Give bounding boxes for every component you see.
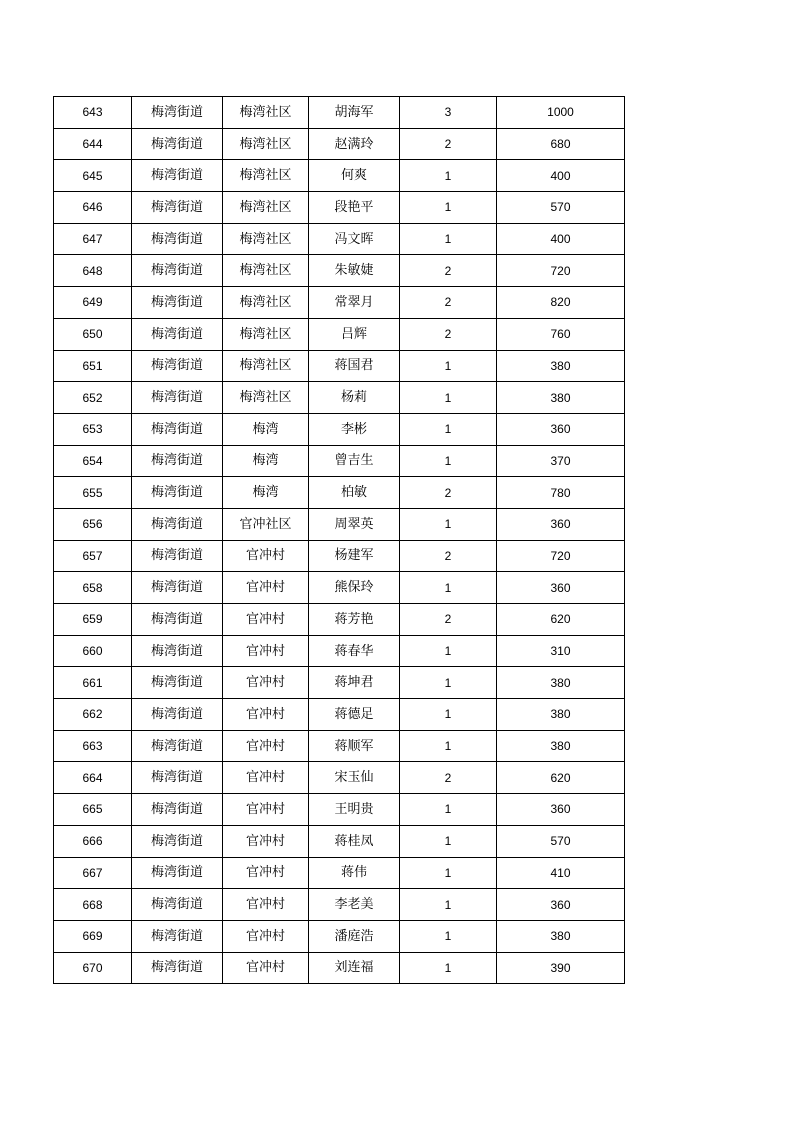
cell-street: 梅湾街道 [132, 762, 223, 794]
cell-person-name: 潘庭浩 [309, 920, 400, 952]
cell-serial-number: 644 [54, 128, 132, 160]
cell-household-count: 2 [400, 540, 497, 572]
cell-serial-number: 643 [54, 97, 132, 129]
cell-household-count: 1 [400, 730, 497, 762]
cell-person-name: 蒋顺军 [309, 730, 400, 762]
cell-amount: 570 [497, 825, 625, 857]
cell-household-count: 1 [400, 920, 497, 952]
cell-amount: 680 [497, 128, 625, 160]
cell-amount: 360 [497, 889, 625, 921]
cell-person-name: 柏敏 [309, 477, 400, 509]
cell-person-name: 吕辉 [309, 318, 400, 350]
cell-community: 官冲村 [223, 952, 309, 984]
cell-amount: 380 [497, 382, 625, 414]
cell-amount: 360 [497, 413, 625, 445]
cell-serial-number: 669 [54, 920, 132, 952]
cell-serial-number: 646 [54, 192, 132, 224]
cell-household-count: 1 [400, 572, 497, 604]
cell-amount: 380 [497, 667, 625, 699]
cell-serial-number: 663 [54, 730, 132, 762]
data-table [53, 96, 625, 984]
cell-amount: 720 [497, 255, 625, 287]
cell-community: 官冲村 [223, 920, 309, 952]
table-row [54, 477, 625, 509]
cell-household-count: 2 [400, 477, 497, 509]
cell-amount: 400 [497, 223, 625, 255]
table-row [54, 223, 625, 255]
cell-community: 梅湾社区 [223, 223, 309, 255]
cell-amount: 360 [497, 572, 625, 604]
cell-serial-number: 654 [54, 445, 132, 477]
cell-community: 官冲村 [223, 699, 309, 731]
cell-street: 梅湾街道 [132, 508, 223, 540]
cell-person-name: 常翠月 [309, 287, 400, 319]
cell-street: 梅湾街道 [132, 699, 223, 731]
cell-community: 官冲村 [223, 730, 309, 762]
table-row [54, 350, 625, 382]
cell-street: 梅湾街道 [132, 445, 223, 477]
table-row [54, 255, 625, 287]
table-row [54, 160, 625, 192]
table-row [54, 287, 625, 319]
cell-street: 梅湾街道 [132, 192, 223, 224]
cell-community: 梅湾 [223, 477, 309, 509]
cell-street: 梅湾街道 [132, 920, 223, 952]
cell-street: 梅湾街道 [132, 604, 223, 636]
table-row [54, 572, 625, 604]
cell-street: 梅湾街道 [132, 255, 223, 287]
cell-serial-number: 651 [54, 350, 132, 382]
table-row [54, 889, 625, 921]
cell-person-name: 蒋伟 [309, 857, 400, 889]
cell-community: 梅湾社区 [223, 255, 309, 287]
table-row [54, 508, 625, 540]
cell-street: 梅湾街道 [132, 382, 223, 414]
cell-household-count: 1 [400, 635, 497, 667]
cell-amount: 620 [497, 762, 625, 794]
cell-amount: 360 [497, 508, 625, 540]
cell-community: 梅湾社区 [223, 160, 309, 192]
cell-amount: 310 [497, 635, 625, 667]
cell-amount: 360 [497, 794, 625, 826]
cell-person-name: 周翠英 [309, 508, 400, 540]
cell-person-name: 蒋芳艳 [309, 604, 400, 636]
table-row [54, 192, 625, 224]
cell-street: 梅湾街道 [132, 794, 223, 826]
cell-amount: 820 [497, 287, 625, 319]
cell-household-count: 1 [400, 160, 497, 192]
cell-amount: 780 [497, 477, 625, 509]
cell-person-name: 刘连福 [309, 952, 400, 984]
cell-amount: 380 [497, 730, 625, 762]
cell-community: 官冲村 [223, 794, 309, 826]
cell-person-name: 熊保玲 [309, 572, 400, 604]
cell-serial-number: 670 [54, 952, 132, 984]
cell-serial-number: 648 [54, 255, 132, 287]
cell-serial-number: 652 [54, 382, 132, 414]
cell-community: 官冲村 [223, 857, 309, 889]
cell-household-count: 1 [400, 382, 497, 414]
cell-serial-number: 647 [54, 223, 132, 255]
cell-household-count: 1 [400, 508, 497, 540]
cell-serial-number: 653 [54, 413, 132, 445]
cell-community: 梅湾社区 [223, 350, 309, 382]
cell-household-count: 1 [400, 857, 497, 889]
cell-serial-number: 661 [54, 667, 132, 699]
table-row [54, 952, 625, 984]
table-row [54, 857, 625, 889]
cell-person-name: 冯文晖 [309, 223, 400, 255]
cell-community: 官冲村 [223, 540, 309, 572]
cell-person-name: 杨建军 [309, 540, 400, 572]
cell-street: 梅湾街道 [132, 413, 223, 445]
cell-household-count: 1 [400, 952, 497, 984]
cell-person-name: 朱敏婕 [309, 255, 400, 287]
cell-household-count: 2 [400, 762, 497, 794]
cell-street: 梅湾街道 [132, 97, 223, 129]
cell-person-name: 蒋桂凤 [309, 825, 400, 857]
table-row [54, 667, 625, 699]
cell-street: 梅湾街道 [132, 350, 223, 382]
cell-community: 梅湾 [223, 413, 309, 445]
cell-person-name: 曾吉生 [309, 445, 400, 477]
cell-community: 梅湾社区 [223, 318, 309, 350]
cell-street: 梅湾街道 [132, 730, 223, 762]
cell-community: 官冲村 [223, 762, 309, 794]
cell-street: 梅湾街道 [132, 223, 223, 255]
table-row [54, 920, 625, 952]
cell-serial-number: 659 [54, 604, 132, 636]
cell-household-count: 2 [400, 287, 497, 319]
cell-street: 梅湾街道 [132, 540, 223, 572]
cell-community: 官冲村 [223, 604, 309, 636]
cell-household-count: 2 [400, 604, 497, 636]
cell-amount: 760 [497, 318, 625, 350]
cell-serial-number: 650 [54, 318, 132, 350]
cell-street: 梅湾街道 [132, 635, 223, 667]
cell-household-count: 1 [400, 794, 497, 826]
cell-household-count: 1 [400, 699, 497, 731]
cell-household-count: 1 [400, 825, 497, 857]
cell-amount: 370 [497, 445, 625, 477]
table-row [54, 699, 625, 731]
cell-amount: 570 [497, 192, 625, 224]
cell-amount: 380 [497, 350, 625, 382]
cell-household-count: 2 [400, 128, 497, 160]
cell-community: 梅湾社区 [223, 382, 309, 414]
cell-household-count: 1 [400, 223, 497, 255]
cell-person-name: 宋玉仙 [309, 762, 400, 794]
table-row [54, 825, 625, 857]
cell-serial-number: 649 [54, 287, 132, 319]
cell-amount: 390 [497, 952, 625, 984]
cell-serial-number: 658 [54, 572, 132, 604]
cell-street: 梅湾街道 [132, 318, 223, 350]
cell-community: 官冲村 [223, 572, 309, 604]
table-row [54, 97, 625, 129]
cell-serial-number: 662 [54, 699, 132, 731]
cell-street: 梅湾街道 [132, 128, 223, 160]
cell-person-name: 蒋春华 [309, 635, 400, 667]
cell-street: 梅湾街道 [132, 667, 223, 699]
cell-person-name: 胡海军 [309, 97, 400, 129]
cell-serial-number: 664 [54, 762, 132, 794]
cell-household-count: 1 [400, 413, 497, 445]
cell-street: 梅湾街道 [132, 825, 223, 857]
cell-person-name: 何爽 [309, 160, 400, 192]
table-row [54, 730, 625, 762]
table-row [54, 540, 625, 572]
table-row [54, 413, 625, 445]
table-row [54, 318, 625, 350]
cell-serial-number: 666 [54, 825, 132, 857]
cell-serial-number: 667 [54, 857, 132, 889]
cell-person-name: 李彬 [309, 413, 400, 445]
cell-person-name: 王明贵 [309, 794, 400, 826]
cell-person-name: 赵满玲 [309, 128, 400, 160]
cell-community: 官冲村 [223, 825, 309, 857]
cell-community: 梅湾社区 [223, 287, 309, 319]
cell-amount: 620 [497, 604, 625, 636]
cell-amount: 380 [497, 699, 625, 731]
cell-street: 梅湾街道 [132, 287, 223, 319]
cell-serial-number: 645 [54, 160, 132, 192]
cell-serial-number: 656 [54, 508, 132, 540]
cell-household-count: 1 [400, 192, 497, 224]
cell-serial-number: 655 [54, 477, 132, 509]
cell-household-count: 2 [400, 318, 497, 350]
table-row [54, 445, 625, 477]
cell-amount: 380 [497, 920, 625, 952]
cell-household-count: 1 [400, 889, 497, 921]
cell-community: 官冲村 [223, 889, 309, 921]
cell-household-count: 1 [400, 350, 497, 382]
cell-community: 官冲社区 [223, 508, 309, 540]
table-row [54, 635, 625, 667]
cell-street: 梅湾街道 [132, 477, 223, 509]
cell-amount: 720 [497, 540, 625, 572]
table-row [54, 604, 625, 636]
table-row [54, 382, 625, 414]
cell-community: 梅湾社区 [223, 192, 309, 224]
cell-person-name: 蒋坤君 [309, 667, 400, 699]
cell-amount: 1000 [497, 97, 625, 129]
cell-person-name: 李老美 [309, 889, 400, 921]
cell-serial-number: 660 [54, 635, 132, 667]
cell-amount: 410 [497, 857, 625, 889]
cell-serial-number: 668 [54, 889, 132, 921]
cell-person-name: 杨莉 [309, 382, 400, 414]
cell-person-name: 蒋国君 [309, 350, 400, 382]
cell-street: 梅湾街道 [132, 160, 223, 192]
cell-household-count: 1 [400, 445, 497, 477]
cell-street: 梅湾街道 [132, 572, 223, 604]
cell-community: 梅湾社区 [223, 97, 309, 129]
cell-street: 梅湾街道 [132, 857, 223, 889]
cell-person-name: 段艳平 [309, 192, 400, 224]
table-row [54, 794, 625, 826]
cell-community: 官冲村 [223, 667, 309, 699]
cell-amount: 400 [497, 160, 625, 192]
cell-serial-number: 657 [54, 540, 132, 572]
table-row [54, 762, 625, 794]
cell-community: 梅湾 [223, 445, 309, 477]
cell-household-count: 2 [400, 255, 497, 287]
cell-street: 梅湾街道 [132, 889, 223, 921]
cell-street: 梅湾街道 [132, 952, 223, 984]
table-body [54, 97, 625, 984]
cell-household-count: 3 [400, 97, 497, 129]
table-row [54, 128, 625, 160]
cell-community: 官冲村 [223, 635, 309, 667]
cell-serial-number: 665 [54, 794, 132, 826]
cell-household-count: 1 [400, 667, 497, 699]
cell-person-name: 蒋德足 [309, 699, 400, 731]
cell-community: 梅湾社区 [223, 128, 309, 160]
